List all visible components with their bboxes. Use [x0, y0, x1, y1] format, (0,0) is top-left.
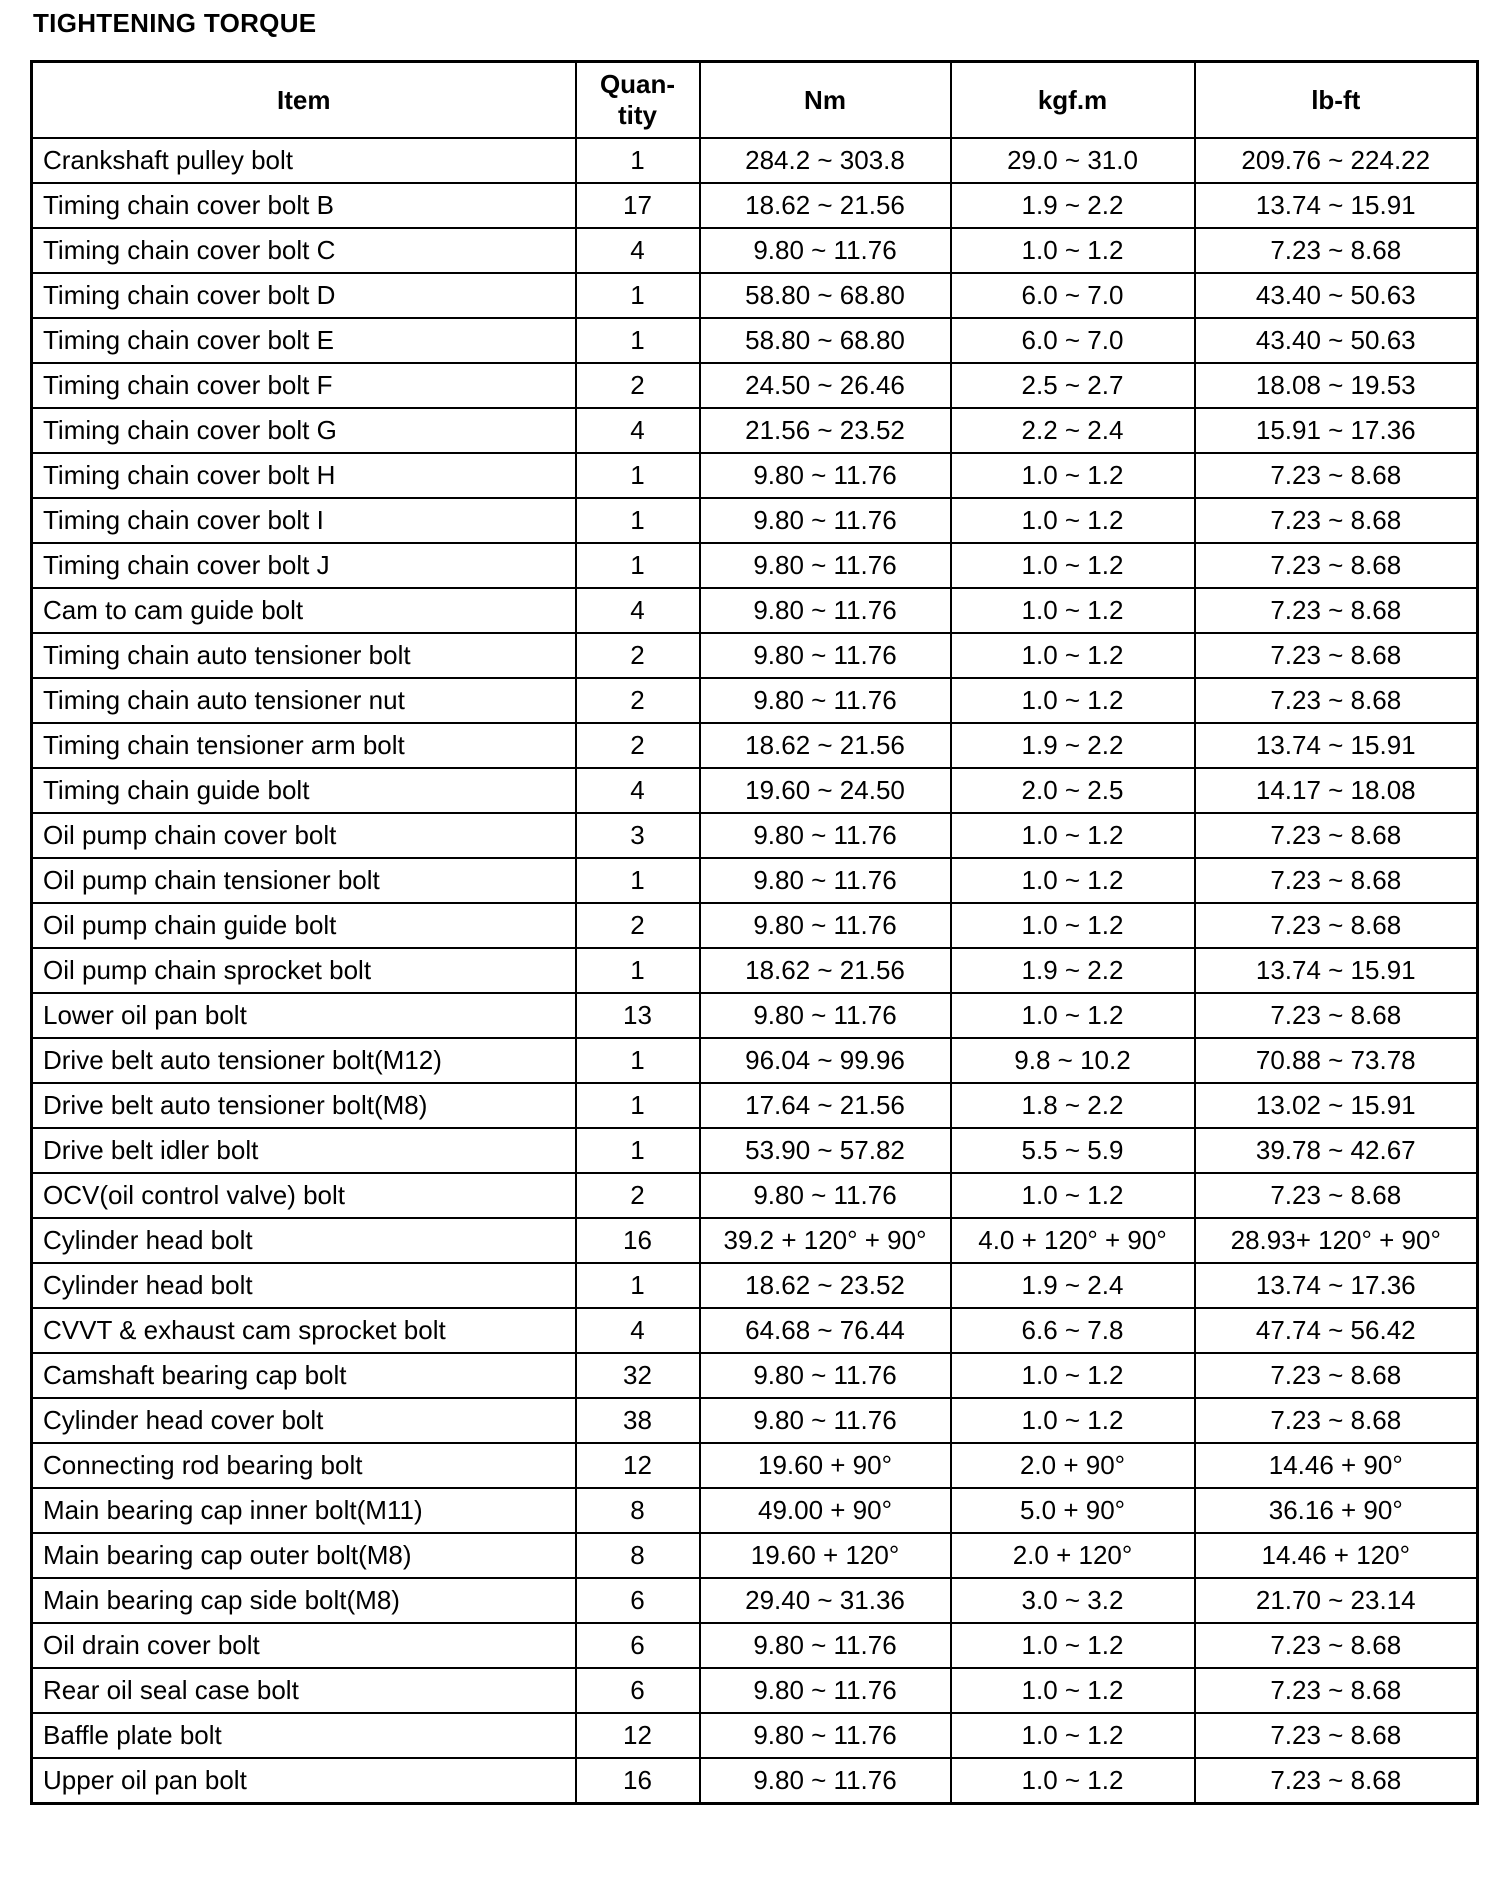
cell-item: Connecting rod bearing bolt — [32, 1443, 576, 1488]
cell-kgfm: 2.0 + 90° — [951, 1443, 1195, 1488]
cell-nm: 18.62 ~ 21.56 — [700, 948, 951, 993]
cell-quantity: 3 — [576, 813, 700, 858]
cell-quantity: 6 — [576, 1623, 700, 1668]
cell-kgfm: 9.8 ~ 10.2 — [951, 1038, 1195, 1083]
cell-item: Timing chain auto tensioner nut — [32, 678, 576, 723]
cell-item: Main bearing cap inner bolt(M11) — [32, 1488, 576, 1533]
cell-kgfm: 1.0 ~ 1.2 — [951, 858, 1195, 903]
cell-quantity: 1 — [576, 858, 700, 903]
page-title: TIGHTENING TORQUE — [33, 8, 317, 38]
table-row — [32, 1218, 1478, 1263]
cell-item: Rear oil seal case bolt — [32, 1668, 576, 1713]
cell-item: Timing chain cover bolt H — [32, 453, 576, 498]
cell-nm: 9.80 ~ 11.76 — [700, 228, 951, 273]
cell-lbft: 13.74 ~ 15.91 — [1195, 723, 1478, 768]
cell-nm: 96.04 ~ 99.96 — [700, 1038, 951, 1083]
cell-quantity: 6 — [576, 1668, 700, 1713]
cell-quantity: 2 — [576, 723, 700, 768]
cell-lbft: 28.93+ 120° + 90° — [1195, 1218, 1478, 1263]
cell-item: Drive belt idler bolt — [32, 1128, 576, 1173]
cell-kgfm: 1.0 ~ 1.2 — [951, 228, 1195, 273]
table-row — [32, 1083, 1478, 1128]
cell-nm: 9.80 ~ 11.76 — [700, 588, 951, 633]
cell-lbft: 7.23 ~ 8.68 — [1195, 453, 1478, 498]
cell-kgfm: 1.0 ~ 1.2 — [951, 1623, 1195, 1668]
table-row — [32, 948, 1478, 993]
table-row — [32, 363, 1478, 408]
cell-nm: 9.80 ~ 11.76 — [700, 1398, 951, 1443]
cell-nm: 9.80 ~ 11.76 — [700, 1173, 951, 1218]
cell-nm: 18.62 ~ 23.52 — [700, 1263, 951, 1308]
cell-nm: 9.80 ~ 11.76 — [700, 813, 951, 858]
cell-lbft: 7.23 ~ 8.68 — [1195, 588, 1478, 633]
cell-item: Timing chain cover bolt G — [32, 408, 576, 453]
table-row — [32, 543, 1478, 588]
cell-kgfm: 6.0 ~ 7.0 — [951, 273, 1195, 318]
cell-quantity: 4 — [576, 768, 700, 813]
cell-kgfm: 1.0 ~ 1.2 — [951, 1668, 1195, 1713]
cell-quantity: 17 — [576, 183, 700, 228]
cell-kgfm: 1.0 ~ 1.2 — [951, 453, 1195, 498]
cell-item: Main bearing cap outer bolt(M8) — [32, 1533, 576, 1578]
cell-nm: 284.2 ~ 303.8 — [700, 138, 951, 183]
cell-nm: 9.80 ~ 11.76 — [700, 453, 951, 498]
cell-lbft: 7.23 ~ 8.68 — [1195, 903, 1478, 948]
cell-kgfm: 6.0 ~ 7.0 — [951, 318, 1195, 363]
cell-item: Timing chain cover bolt C — [32, 228, 576, 273]
cell-lbft: 7.23 ~ 8.68 — [1195, 633, 1478, 678]
cell-lbft: 7.23 ~ 8.68 — [1195, 1173, 1478, 1218]
cell-lbft: 14.46 + 120° — [1195, 1533, 1478, 1578]
table-header — [32, 62, 1478, 139]
cell-lbft: 43.40 ~ 50.63 — [1195, 318, 1478, 363]
cell-kgfm: 4.0 + 120° + 90° — [951, 1218, 1195, 1263]
cell-quantity: 6 — [576, 1578, 700, 1623]
cell-nm: 39.2 + 120° + 90° — [700, 1218, 951, 1263]
cell-nm: 9.80 ~ 11.76 — [700, 1713, 951, 1758]
table-row — [32, 1668, 1478, 1713]
cell-quantity: 2 — [576, 678, 700, 723]
cell-quantity: 2 — [576, 633, 700, 678]
header-row — [32, 62, 1478, 139]
cell-quantity: 1 — [576, 498, 700, 543]
cell-kgfm: 1.0 ~ 1.2 — [951, 633, 1195, 678]
cell-item: Baffle plate bolt — [32, 1713, 576, 1758]
cell-lbft: 43.40 ~ 50.63 — [1195, 273, 1478, 318]
cell-nm: 9.80 ~ 11.76 — [700, 858, 951, 903]
cell-lbft: 7.23 ~ 8.68 — [1195, 993, 1478, 1038]
table-row — [32, 228, 1478, 273]
cell-quantity: 2 — [576, 903, 700, 948]
cell-nm: 9.80 ~ 11.76 — [700, 1353, 951, 1398]
cell-item: Cam to cam guide bolt — [32, 588, 576, 633]
table-row — [32, 993, 1478, 1038]
column-header-quantity — [576, 62, 700, 139]
cell-kgfm: 1.0 ~ 1.2 — [951, 588, 1195, 633]
cell-kgfm: 1.0 ~ 1.2 — [951, 903, 1195, 948]
cell-item: Oil pump chain sprocket bolt — [32, 948, 576, 993]
cell-lbft: 209.76 ~ 224.22 — [1195, 138, 1478, 183]
table-row — [32, 1263, 1478, 1308]
cell-lbft: 7.23 ~ 8.68 — [1195, 498, 1478, 543]
cell-nm: 19.60 + 120° — [700, 1533, 951, 1578]
cell-lbft: 7.23 ~ 8.68 — [1195, 858, 1478, 903]
cell-nm: 18.62 ~ 21.56 — [700, 183, 951, 228]
cell-nm: 58.80 ~ 68.80 — [700, 273, 951, 318]
cell-lbft: 13.02 ~ 15.91 — [1195, 1083, 1478, 1128]
cell-item: Timing chain cover bolt J — [32, 543, 576, 588]
cell-item: Oil pump chain guide bolt — [32, 903, 576, 948]
cell-lbft: 39.78 ~ 42.67 — [1195, 1128, 1478, 1173]
cell-nm: 53.90 ~ 57.82 — [700, 1128, 951, 1173]
table-row — [32, 183, 1478, 228]
table-body — [32, 138, 1478, 1804]
table-row — [32, 498, 1478, 543]
cell-item: Timing chain cover bolt F — [32, 363, 576, 408]
cell-lbft: 15.91 ~ 17.36 — [1195, 408, 1478, 453]
table-row — [32, 1758, 1478, 1804]
cell-lbft: 14.46 + 90° — [1195, 1443, 1478, 1488]
table-row — [32, 1353, 1478, 1398]
cell-nm: 24.50 ~ 26.46 — [700, 363, 951, 408]
torque-table — [30, 60, 1479, 1805]
table-row — [32, 1038, 1478, 1083]
cell-nm: 17.64 ~ 21.56 — [700, 1083, 951, 1128]
cell-lbft: 14.17 ~ 18.08 — [1195, 768, 1478, 813]
column-header-nm: Nm — [700, 62, 951, 139]
cell-item: Cylinder head bolt — [32, 1218, 576, 1263]
cell-item: Drive belt auto tensioner bolt(M8) — [32, 1083, 576, 1128]
cell-quantity: 12 — [576, 1443, 700, 1488]
table-row — [32, 1173, 1478, 1218]
cell-kgfm: 29.0 ~ 31.0 — [951, 138, 1195, 183]
cell-quantity: 12 — [576, 1713, 700, 1758]
cell-nm: 9.80 ~ 11.76 — [700, 678, 951, 723]
cell-nm: 9.80 ~ 11.76 — [700, 993, 951, 1038]
cell-kgfm: 5.5 ~ 5.9 — [951, 1128, 1195, 1173]
cell-item: Upper oil pan bolt — [32, 1758, 576, 1804]
cell-quantity: 1 — [576, 453, 700, 498]
cell-quantity: 1 — [576, 138, 700, 183]
cell-lbft: 36.16 + 90° — [1195, 1488, 1478, 1533]
cell-quantity: 2 — [576, 363, 700, 408]
cell-lbft: 7.23 ~ 8.68 — [1195, 1353, 1478, 1398]
cell-nm: 9.80 ~ 11.76 — [700, 903, 951, 948]
table-row — [32, 588, 1478, 633]
cell-nm: 9.80 ~ 11.76 — [700, 1668, 951, 1713]
cell-nm: 18.62 ~ 21.56 — [700, 723, 951, 768]
table-row — [32, 1443, 1478, 1488]
cell-lbft: 7.23 ~ 8.68 — [1195, 1623, 1478, 1668]
cell-quantity: 1 — [576, 318, 700, 363]
table-row — [32, 633, 1478, 678]
cell-kgfm: 1.0 ~ 1.2 — [951, 543, 1195, 588]
table-row — [32, 1128, 1478, 1173]
cell-item: Drive belt auto tensioner bolt(M12) — [32, 1038, 576, 1083]
cell-kgfm: 1.0 ~ 1.2 — [951, 1398, 1195, 1443]
cell-quantity: 1 — [576, 273, 700, 318]
cell-lbft: 7.23 ~ 8.68 — [1195, 1758, 1478, 1804]
cell-nm: 64.68 ~ 76.44 — [700, 1308, 951, 1353]
cell-kgfm: 1.0 ~ 1.2 — [951, 1758, 1195, 1804]
cell-kgfm: 1.9 ~ 2.2 — [951, 183, 1195, 228]
table-row — [32, 813, 1478, 858]
cell-lbft: 21.70 ~ 23.14 — [1195, 1578, 1478, 1623]
cell-item: Main bearing cap side bolt(M8) — [32, 1578, 576, 1623]
cell-item: Oil pump chain cover bolt — [32, 813, 576, 858]
cell-nm: 9.80 ~ 11.76 — [700, 1758, 951, 1804]
cell-kgfm: 1.9 ~ 2.2 — [951, 948, 1195, 993]
cell-quantity: 1 — [576, 948, 700, 993]
cell-quantity: 4 — [576, 228, 700, 273]
cell-item: Timing chain cover bolt D — [32, 273, 576, 318]
column-header-kgfm: kgf.m — [951, 62, 1195, 139]
cell-kgfm: 2.0 + 120° — [951, 1533, 1195, 1578]
cell-item: Timing chain cover bolt B — [32, 183, 576, 228]
cell-item: Oil drain cover bolt — [32, 1623, 576, 1668]
cell-quantity: 4 — [576, 588, 700, 633]
cell-lbft: 7.23 ~ 8.68 — [1195, 1398, 1478, 1443]
cell-item: Cylinder head bolt — [32, 1263, 576, 1308]
column-header-item: Item — [32, 62, 576, 139]
cell-kgfm: 2.2 ~ 2.4 — [951, 408, 1195, 453]
cell-quantity: 2 — [576, 1173, 700, 1218]
cell-kgfm: 1.0 ~ 1.2 — [951, 678, 1195, 723]
cell-kgfm: 1.0 ~ 1.2 — [951, 813, 1195, 858]
cell-lbft: 47.74 ~ 56.42 — [1195, 1308, 1478, 1353]
table-row — [32, 138, 1478, 183]
table-row — [32, 408, 1478, 453]
column-header-quantity-line1: Quan- — [599, 69, 676, 99]
cell-quantity: 16 — [576, 1758, 700, 1804]
table-row — [32, 1308, 1478, 1353]
cell-item: Lower oil pan bolt — [32, 993, 576, 1038]
cell-quantity: 8 — [576, 1533, 700, 1578]
cell-quantity: 1 — [576, 1083, 700, 1128]
cell-item: Timing chain auto tensioner bolt — [32, 633, 576, 678]
cell-kgfm: 2.0 ~ 2.5 — [951, 768, 1195, 813]
cell-quantity: 1 — [576, 1128, 700, 1173]
cell-lbft: 7.23 ~ 8.68 — [1195, 1668, 1478, 1713]
cell-quantity: 1 — [576, 1038, 700, 1083]
cell-item: CVVT & exhaust cam sprocket bolt — [32, 1308, 576, 1353]
cell-nm: 58.80 ~ 68.80 — [700, 318, 951, 363]
table-row — [32, 318, 1478, 363]
table-row — [32, 1488, 1478, 1533]
cell-quantity: 4 — [576, 1308, 700, 1353]
cell-quantity: 13 — [576, 993, 700, 1038]
table-row — [32, 1533, 1478, 1578]
cell-lbft: 7.23 ~ 8.68 — [1195, 678, 1478, 723]
cell-item: Timing chain cover bolt I — [32, 498, 576, 543]
cell-quantity: 1 — [576, 543, 700, 588]
cell-item: Timing chain tensioner arm bolt — [32, 723, 576, 768]
cell-quantity: 38 — [576, 1398, 700, 1443]
table-row — [32, 768, 1478, 813]
cell-quantity: 32 — [576, 1353, 700, 1398]
cell-item: Oil pump chain tensioner bolt — [32, 858, 576, 903]
cell-lbft: 13.74 ~ 15.91 — [1195, 183, 1478, 228]
cell-kgfm: 1.0 ~ 1.2 — [951, 1173, 1195, 1218]
table-row — [32, 273, 1478, 318]
cell-quantity: 8 — [576, 1488, 700, 1533]
cell-kgfm: 1.0 ~ 1.2 — [951, 993, 1195, 1038]
cell-kgfm: 1.0 ~ 1.2 — [951, 1713, 1195, 1758]
table-row — [32, 1578, 1478, 1623]
cell-lbft: 13.74 ~ 15.91 — [1195, 948, 1478, 993]
table-row — [32, 723, 1478, 768]
cell-nm: 19.60 ~ 24.50 — [700, 768, 951, 813]
cell-quantity: 1 — [576, 1263, 700, 1308]
table-row — [32, 903, 1478, 948]
cell-nm: 21.56 ~ 23.52 — [700, 408, 951, 453]
cell-nm: 9.80 ~ 11.76 — [700, 1623, 951, 1668]
cell-kgfm: 1.8 ~ 2.2 — [951, 1083, 1195, 1128]
cell-nm: 49.00 + 90° — [700, 1488, 951, 1533]
cell-kgfm: 1.0 ~ 1.2 — [951, 1353, 1195, 1398]
cell-nm: 9.80 ~ 11.76 — [700, 633, 951, 678]
table-row — [32, 678, 1478, 723]
cell-nm: 9.80 ~ 11.76 — [700, 498, 951, 543]
cell-item: Timing chain cover bolt E — [32, 318, 576, 363]
cell-nm: 19.60 + 90° — [700, 1443, 951, 1488]
cell-nm: 9.80 ~ 11.76 — [700, 543, 951, 588]
cell-lbft: 13.74 ~ 17.36 — [1195, 1263, 1478, 1308]
cell-kgfm: 2.5 ~ 2.7 — [951, 363, 1195, 408]
cell-kgfm: 1.9 ~ 2.4 — [951, 1263, 1195, 1308]
cell-lbft: 7.23 ~ 8.68 — [1195, 813, 1478, 858]
table-row — [32, 1398, 1478, 1443]
cell-item: Cylinder head cover bolt — [32, 1398, 576, 1443]
cell-item: Crankshaft pulley bolt — [32, 138, 576, 183]
cell-kgfm: 6.6 ~ 7.8 — [951, 1308, 1195, 1353]
cell-item: OCV(oil control valve) bolt — [32, 1173, 576, 1218]
table-row — [32, 1623, 1478, 1668]
cell-lbft: 7.23 ~ 8.68 — [1195, 543, 1478, 588]
column-header-quantity-line2: tity — [618, 100, 657, 130]
cell-kgfm: 5.0 + 90° — [951, 1488, 1195, 1533]
cell-item: Timing chain guide bolt — [32, 768, 576, 813]
cell-kgfm: 1.9 ~ 2.2 — [951, 723, 1195, 768]
cell-nm: 29.40 ~ 31.36 — [700, 1578, 951, 1623]
cell-quantity: 16 — [576, 1218, 700, 1263]
cell-lbft: 18.08 ~ 19.53 — [1195, 363, 1478, 408]
table-row — [32, 858, 1478, 903]
table-row — [32, 453, 1478, 498]
cell-lbft: 70.88 ~ 73.78 — [1195, 1038, 1478, 1083]
cell-item: Camshaft bearing cap bolt — [32, 1353, 576, 1398]
cell-kgfm: 1.0 ~ 1.2 — [951, 498, 1195, 543]
cell-lbft: 7.23 ~ 8.68 — [1195, 1713, 1478, 1758]
column-header-lbft: lb-ft — [1195, 62, 1478, 139]
table-row — [32, 1713, 1478, 1758]
cell-quantity: 4 — [576, 408, 700, 453]
cell-kgfm: 3.0 ~ 3.2 — [951, 1578, 1195, 1623]
cell-lbft: 7.23 ~ 8.68 — [1195, 228, 1478, 273]
